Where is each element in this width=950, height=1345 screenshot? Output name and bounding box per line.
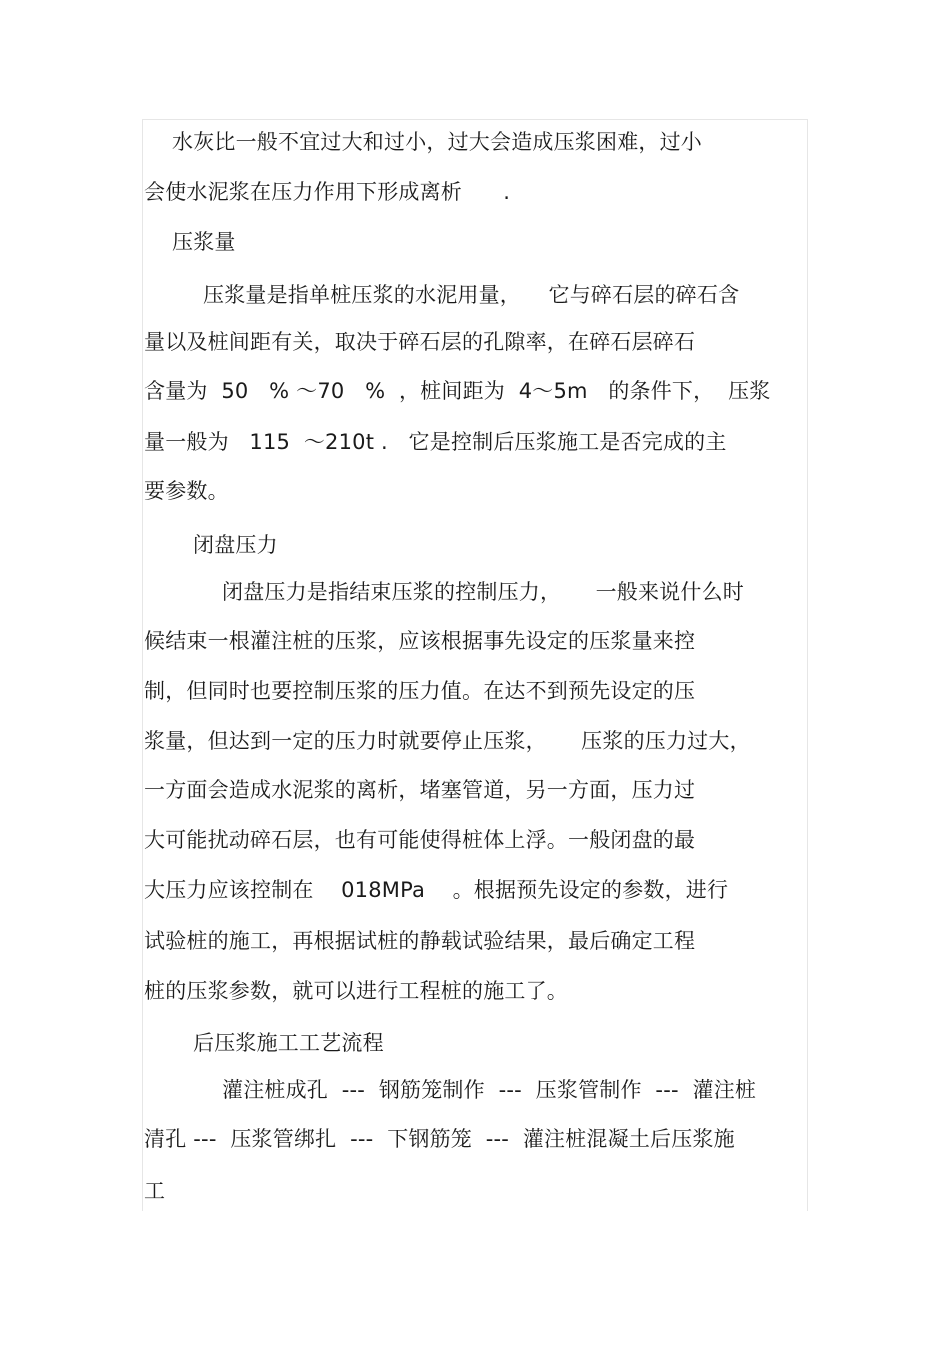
paragraph-closing-pressure-line-9: 桩的压浆参数，就可以进行工程桩的施工了。: [144, 979, 568, 1003]
heading-grouting-volume: 压浆量: [172, 230, 236, 254]
paragraph-process-flow-line-3: 工: [144, 1179, 166, 1203]
paragraph-closing-pressure-line-4: 浆量，但达到一定的压力时就要停止压浆， 压浆的压力过大，: [144, 729, 751, 753]
paragraph-closing-pressure-line-8: 试验桩的施工，再根据试桩的静载试验结果，最后确定工程: [144, 929, 696, 953]
page-frame-left-border: [142, 119, 143, 1211]
paragraph-grouting-volume-line-1: 压浆量是指单桩压浆的水泥用量， 它与碎石层的碎石含: [203, 283, 740, 307]
paragraph-water-cement-ratio-line-2: 会使水泥浆在压力作用下形成离析 .: [144, 180, 511, 204]
paragraph-water-cement-ratio-line-1: 水灰比一般不宜过大和过小，过大会造成压浆困难，过小: [172, 130, 702, 154]
paragraph-closing-pressure-line-3: 制，但同时也要控制压浆的压力值。在达不到预先设定的压: [144, 679, 696, 703]
paragraph-closing-pressure-line-1: 闭盘压力是指结束压浆的控制压力， 一般来说什么时: [222, 580, 744, 604]
paragraph-grouting-volume-line-4: 量一般为 115 ～210t . 它是控制后压浆施工是否完成的主: [144, 430, 727, 454]
paragraph-closing-pressure-line-6: 大可能扰动碎石层，也有可能使得桩体上浮。一般闭盘的最: [144, 828, 696, 852]
paragraph-process-flow-line-1: 灌注桩成孔 --- 钢筋笼制作 --- 压浆管制作 --- 灌注桩: [222, 1078, 757, 1102]
paragraph-closing-pressure-line-2: 候结束一根灌注桩的压浆，应该根据事先设定的压浆量来控: [144, 629, 696, 653]
page-frame-right-border: [807, 119, 808, 1211]
paragraph-closing-pressure-line-7: 大压力应该控制在 018MPa 。根据预先设定的参数，进行: [144, 878, 729, 902]
paragraph-grouting-volume-line-2: 量以及桩间距有关，取决于碎石层的孔隙率，在碎石层碎石: [144, 330, 696, 354]
heading-closing-pressure: 闭盘压力: [193, 533, 278, 557]
paragraph-process-flow-line-2: 清孔 --- 压浆管绑扎 --- 下钢筋笼 --- 灌注桩混凝土后压浆施: [144, 1127, 735, 1151]
page-frame-top-border: [142, 119, 808, 120]
paragraph-grouting-volume-line-5: 要参数。: [144, 479, 229, 503]
heading-post-grouting-process: 后压浆施工工艺流程: [193, 1031, 384, 1055]
paragraph-grouting-volume-line-3: 含量为 50 % ～70 % ，桩间距为 4～5m 的条件下， 压浆: [144, 379, 771, 403]
paragraph-closing-pressure-line-5: 一方面会造成水泥浆的离析，堵塞管道，另一方面，压力过: [144, 778, 696, 802]
